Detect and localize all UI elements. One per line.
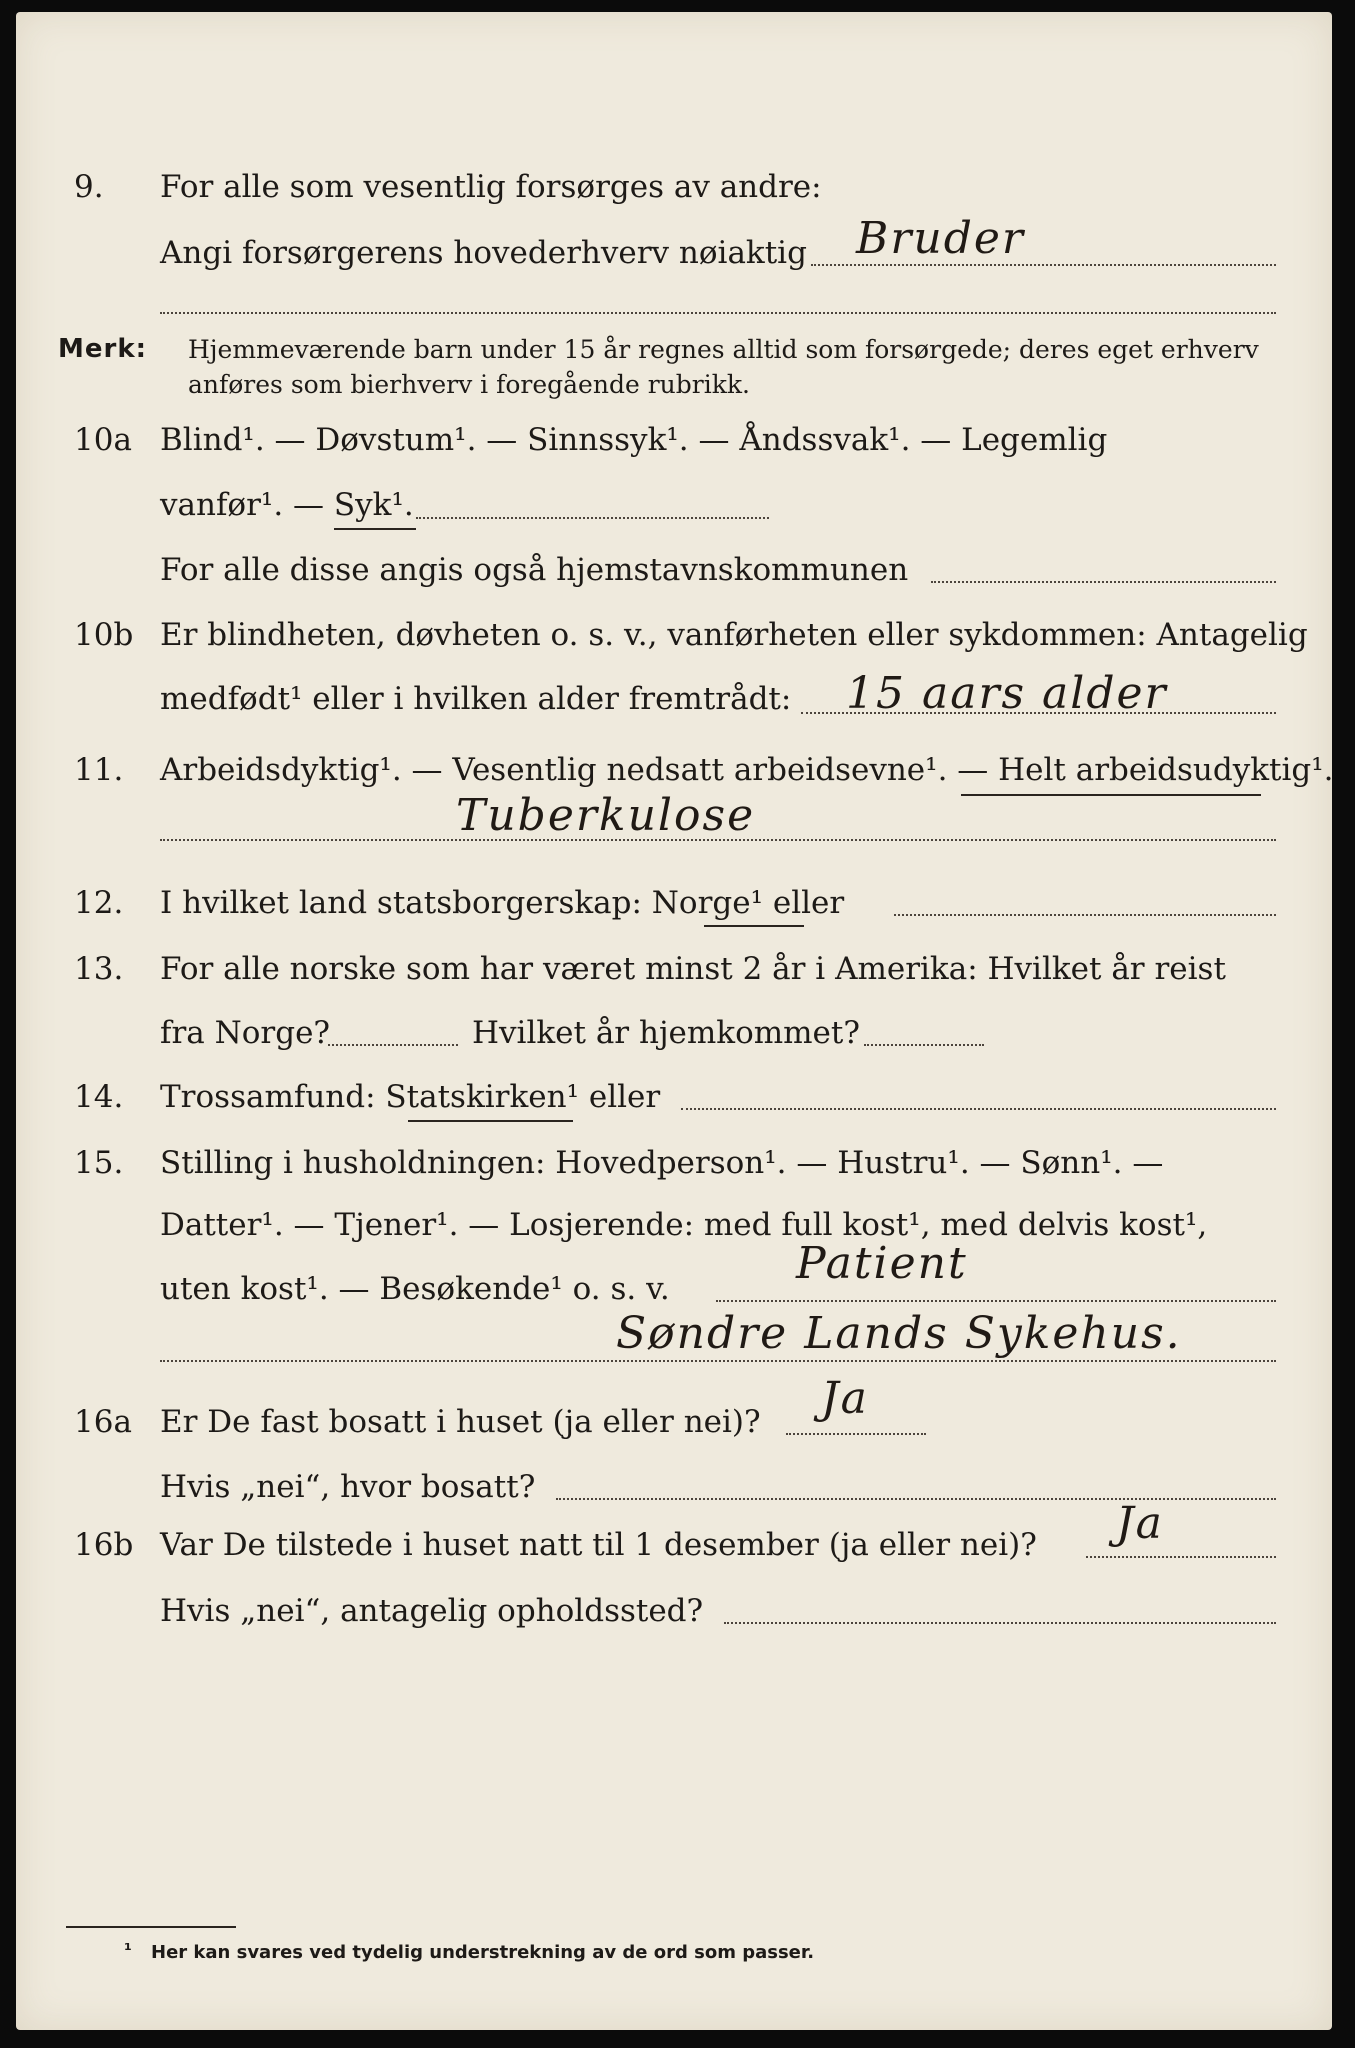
q16b-question-line2: Hvis „nei“, antagelig opholdssted?: [160, 1593, 704, 1629]
q16a-number: 16a: [74, 1404, 132, 1440]
q10a-question-line1: Blind¹. — Døvstum¹. — Sinnssyk¹. — Åndssvak¹. — Legemlig: [160, 422, 1108, 458]
q10b-number: 10b: [74, 617, 134, 653]
q16b-number: 16b: [74, 1527, 134, 1563]
q13-question-line2a: fra Norge?: [160, 1015, 331, 1051]
q10b-question-line1: Er blindheten, døvheten o. s. v., vanførheten eller sykdommen: Antagelig: [160, 617, 1308, 653]
q10b-handwritten-answer: 15 aars alder: [846, 668, 1168, 719]
q12-eller: eller: [763, 885, 845, 921]
q9-number: 9.: [74, 169, 104, 205]
q10b-question-line2: medfødt¹ eller i hvilken alder fremtrådt:: [160, 681, 792, 717]
q12-answer-line: [894, 914, 1276, 916]
q14-answer-line: [681, 1108, 1276, 1110]
q10a-vanfor-text: vanfør¹. —: [160, 487, 334, 523]
q14-eller: eller: [579, 1079, 661, 1115]
q15-question-line2: Datter¹. — Tjener¹. — Losjerende: med full kost¹, med delvis kost¹,: [160, 1207, 1208, 1243]
q16b-handwritten-answer: Ja: [1116, 1498, 1164, 1549]
q14-question: [160, 1079, 661, 1115]
footnote-marker: ¹: [124, 1940, 132, 1961]
q11-helt-option: Helt arbeidsudyktig¹: [998, 752, 1324, 788]
q16b-opholdssted-line: [724, 1622, 1276, 1624]
q13-number: 13.: [74, 951, 124, 987]
q12-number: 12.: [74, 885, 124, 921]
q16a-question-line1: Er De fast bosatt i huset (ja eller nei)?: [160, 1404, 761, 1440]
q16a-question-line2: Hvis „nei“, hvor bosatt?: [160, 1469, 536, 1505]
q14-statskirken-option: Statskirken¹: [385, 1079, 579, 1115]
q11-number: 11.: [74, 752, 124, 788]
q14-statskirken-underline: [408, 1120, 573, 1122]
q12-norge-option: Norge¹: [651, 885, 764, 921]
q16a-bosatt-line: [556, 1498, 1276, 1500]
q15-answer-line1: [716, 1300, 1276, 1302]
q10a-syk-option: Syk¹: [333, 487, 404, 523]
q16b-answer-line: [1086, 1556, 1276, 1558]
q13-question-line2b: Hvilket år hjemkommet?: [472, 1015, 860, 1051]
q15-handwritten-answer2: Søndre Lands Sykehus.: [616, 1308, 1182, 1359]
q11-helt-underline: [961, 794, 1261, 796]
q10a-question-line3: For alle disse angis også hjemstavnskommunen: [160, 552, 909, 588]
q14-number: 14.: [74, 1079, 124, 1115]
q16a-handwritten-answer: Ja: [821, 1373, 869, 1424]
q14-question-text: Trossamfund:: [160, 1079, 386, 1115]
q9-handwritten-answer: Bruder: [856, 213, 1025, 264]
q15-answer-line2: [160, 1360, 1276, 1362]
note-line1: Hjemmeværende barn under 15 år regnes alltid som forsørgede; deres eget erhverv: [188, 335, 1259, 364]
census-form-page: [16, 12, 1332, 2030]
q10a-syk-underline: [334, 528, 416, 530]
q12-norge-underline: [704, 925, 804, 927]
q13-hjemkommet-line: [864, 1044, 984, 1046]
q11-period: .: [1323, 752, 1334, 788]
q11-question: [160, 752, 1334, 788]
q13-question-line1: For alle norske som har været minst 2 år i Amerika: Hvilket år reist: [160, 951, 1226, 987]
q9-question-line2: Angi forsørgerens hovederhverv nøiaktig: [160, 235, 807, 271]
q12-question: [160, 885, 845, 921]
note-line2: anføres som bierhverv i foregående rubrikk.: [188, 370, 750, 399]
q13-reist-line: [328, 1044, 458, 1046]
q10a-municipality-line: [931, 581, 1276, 583]
q9-answer-line: [811, 264, 1276, 266]
q10a-period: .: [403, 487, 414, 523]
q16a-answer-line: [786, 1433, 926, 1435]
q16b-question-line1: Var De tilstede i huset natt til 1 desember (ja eller nei)?: [160, 1527, 1037, 1563]
q11-handwritten-answer: Tuberkulose: [456, 790, 756, 841]
footnote-rule: [66, 1926, 236, 1928]
q11-options-text: Arbeidsdyktig¹. — Vesentlig nedsatt arbeidsevne¹. —: [160, 752, 999, 788]
q10a-number: 10a: [74, 422, 132, 458]
q15-question-line3: uten kost¹. — Besøkende¹ o. s. v.: [160, 1271, 670, 1307]
q15-handwritten-answer1: Patient: [796, 1238, 968, 1289]
q9-question-line1: For alle som vesentlig forsørges av andre:: [160, 169, 822, 205]
footnote-text: Her kan svares ved tydelig understrekning av de ord som passer.: [151, 1942, 815, 1963]
q12-question-text: I hvilket land statsborgerskap:: [160, 885, 652, 921]
q10a-question-line2: [160, 487, 414, 523]
q15-question-line1: Stilling i husholdningen: Hovedperson¹. — Hustru¹. — Sønn¹. —: [160, 1145, 1164, 1181]
q9-extra-line: [160, 312, 1276, 314]
q10a-answer-line: [416, 517, 769, 519]
note-label: Merk:: [58, 334, 148, 364]
q15-number: 15.: [74, 1145, 124, 1181]
